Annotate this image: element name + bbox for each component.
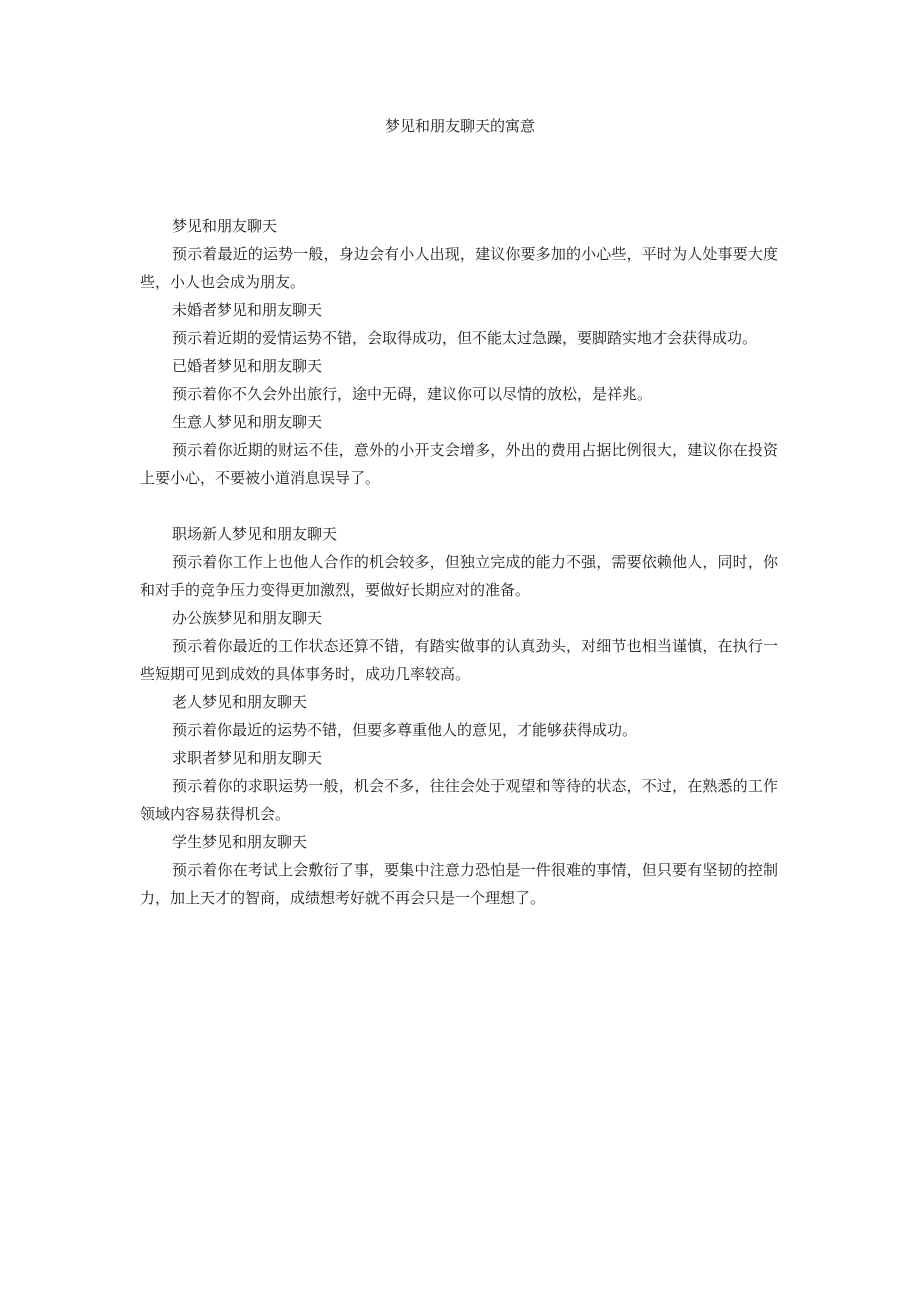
section-9 xyxy=(140,828,778,912)
section-heading: 学生梦见和朋友聊天 xyxy=(172,833,308,851)
section-body: 预示着你在考试上会敷衍了事，要集中注意力恐怕是一件很难的事情，但只要有坚韧的控制力，加上天才的智商，成绩想考好就不再会只是一个理想了。 xyxy=(140,861,778,907)
section-heading: 梦见和朋友聊天 xyxy=(172,217,278,235)
section-body: 预示着你最近的工作状态还算不错，有踏实做事的认真劲头，对细节也相当谨慎，在执行一些短期可见到成效的具体事务时，成功几率较高。 xyxy=(140,637,778,683)
section-body: 预示着近期的爱情运势不错，会取得成功，但不能太过急躁，要脚踏实地才会获得成功。 xyxy=(172,329,758,347)
section-body: 预示着最近的运势一般，身边会有小人出现，建议你要多加的小心些，平时为人处事要大度些，小人也会成为朋友。 xyxy=(140,245,778,291)
section-body: 预示着你不久会外出旅行，途中无碍，建议你可以尽情的放松，是祥兆。 xyxy=(172,385,653,403)
document-content xyxy=(140,212,778,912)
document-title: 梦见和朋友聊天的寓意 xyxy=(384,117,535,135)
section-4 xyxy=(140,408,778,492)
section-heading: 老人梦见和朋友聊天 xyxy=(172,693,308,711)
section-1 xyxy=(140,212,778,296)
paragraph-spacer xyxy=(140,492,778,520)
section-heading: 生意人梦见和朋友聊天 xyxy=(172,413,323,431)
section-heading: 职场新人梦见和朋友聊天 xyxy=(172,525,338,543)
section-2 xyxy=(140,296,778,352)
section-7 xyxy=(140,688,778,744)
section-body: 预示着你工作上也他人合作的机会较多，但独立完成的能力不强，需要依赖他人，同时，你和对手的竞争压力变得更加激烈，要做好长期应对的准备。 xyxy=(140,553,778,599)
section-6 xyxy=(140,604,778,688)
section-heading: 办公族梦见和朋友聊天 xyxy=(172,609,323,627)
section-body: 预示着你的求职运势一般，机会不多，往往会处于观望和等待的状态，不过，在熟悉的工作领域内容易获得机会。 xyxy=(140,777,778,823)
section-8 xyxy=(140,744,778,828)
section-body: 预示着你最近的运势不错，但要多尊重他人的意见，才能够获得成功。 xyxy=(172,721,638,739)
section-heading: 未婚者梦见和朋友聊天 xyxy=(172,301,323,319)
section-heading: 求职者梦见和朋友聊天 xyxy=(172,749,323,767)
section-5 xyxy=(140,520,778,604)
section-heading: 已婚者梦见和朋友聊天 xyxy=(172,357,323,375)
section-3 xyxy=(140,352,778,408)
section-body: 预示着你近期的财运不佳，意外的小开支会增多，外出的费用占据比例很大，建议你在投资上要小心，不要被小道消息误导了。 xyxy=(140,441,778,487)
